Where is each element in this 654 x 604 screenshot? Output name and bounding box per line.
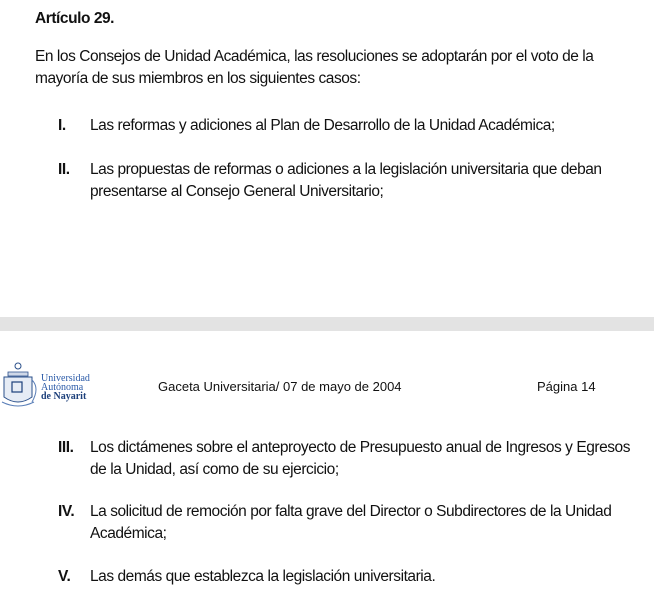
page-break xyxy=(0,317,654,331)
article-title: Artículo 29. xyxy=(35,10,115,27)
item-text: La solicitud de remoción por falta grave del Director o Subdirectores de la Unidad Académica; xyxy=(90,503,612,542)
page-number: Página 14 xyxy=(537,379,596,394)
list-item xyxy=(58,115,638,137)
gazette-date: Gaceta Universitaria/ 07 de mayo de 2004 xyxy=(158,379,402,394)
page-footer xyxy=(0,362,654,412)
list-item xyxy=(58,566,638,588)
list-item xyxy=(58,437,638,481)
item-number: V. xyxy=(58,568,71,585)
item-number: IV. xyxy=(58,503,75,520)
item-number: I. xyxy=(58,117,66,134)
list-item xyxy=(58,501,638,545)
intro-paragraph: En los Consejos de Unidad Académica, las resoluciones se adoptarán por el voto de la mayoría de sus miembros en los siguientes casos: xyxy=(35,48,594,87)
list-item xyxy=(58,159,638,203)
university-logo-text: Universidad Autónoma de Nayarit xyxy=(41,373,90,402)
item-number: III. xyxy=(58,439,74,456)
item-text: Las demás que establezca la legislación universitaria. xyxy=(90,568,436,585)
item-text: Las propuestas de reformas o adiciones a la legislación universitaria que deban presentarse al Consejo General Universitario; xyxy=(90,161,602,200)
item-text: Las reformas y adiciones al Plan de Desarrollo de la Unidad Académica; xyxy=(90,117,555,134)
item-number: II. xyxy=(58,161,70,178)
university-crest-icon xyxy=(0,362,40,410)
item-text: Los dictámenes sobre el anteproyecto de Presupuesto anual de Ingresos y Egresos de la Unidad, así como de su ejercicio; xyxy=(90,439,631,478)
